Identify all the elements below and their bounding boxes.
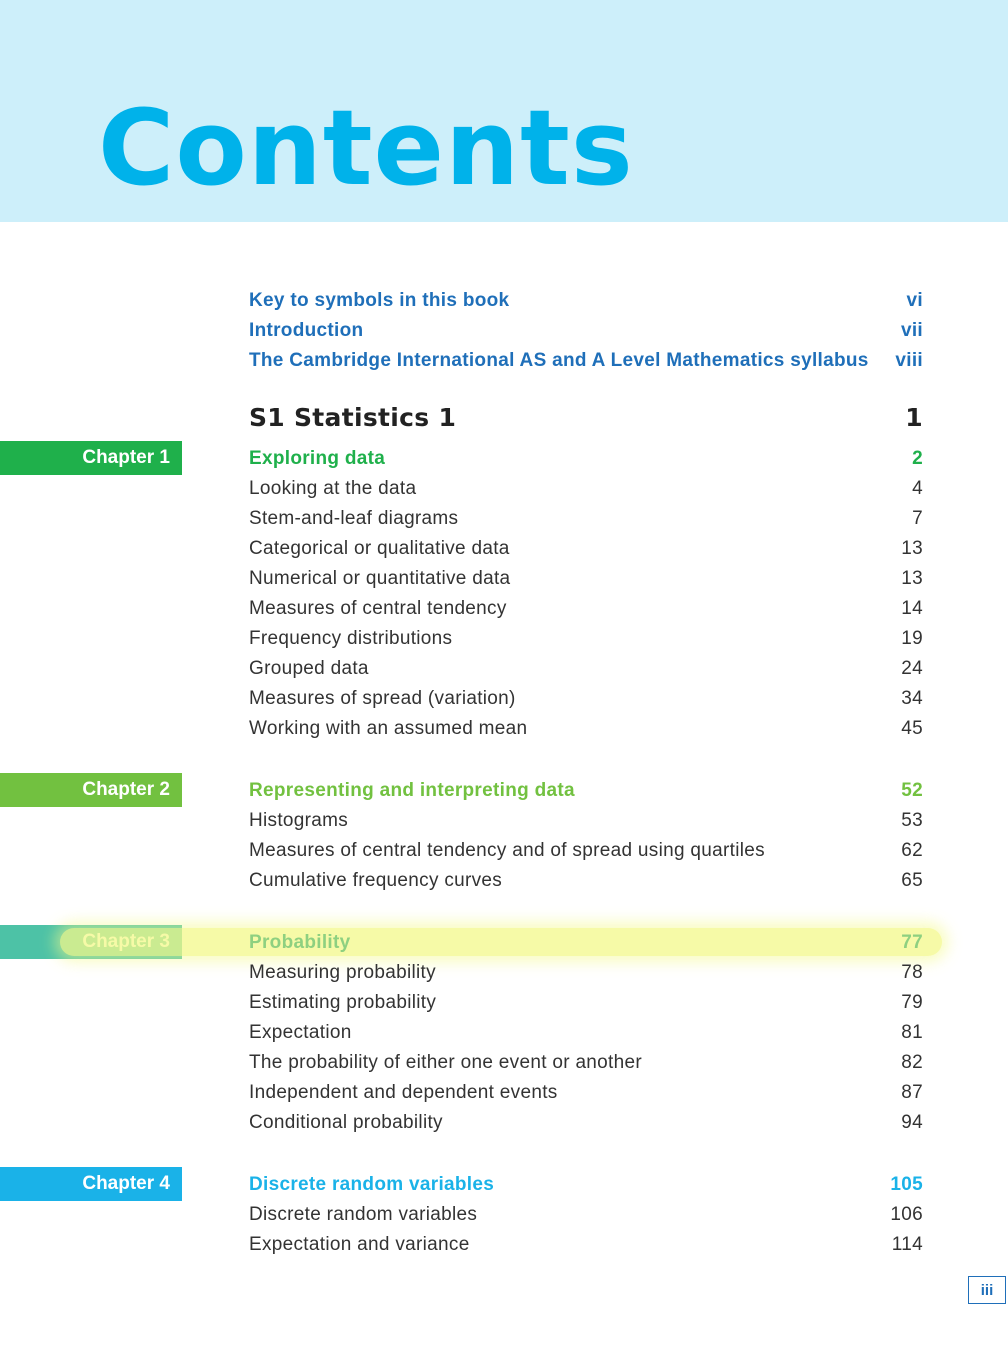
chapter-title-4[interactable] [249,1170,923,1200]
toc-entry-label: The Cambridge International AS and A Level Mathematics syllabus [249,350,869,371]
chapter-title-page: 77 [901,932,923,953]
toc-section-label: Discrete random variables [249,1204,478,1225]
chapter-tab-4: Chapter 4 [0,1167,182,1201]
chapter-tab-1: Chapter 1 [0,441,182,475]
toc-section-page: 7 [912,508,923,529]
toc-section[interactable] [249,504,923,534]
chapter-title-3[interactable] [249,928,923,958]
toc-section-label: Conditional probability [249,1112,443,1133]
toc-section[interactable] [249,836,923,866]
toc-section-label: Measures of central tendency and of spread using quartiles [249,840,765,861]
toc-section-page: 19 [901,628,923,649]
toc-section[interactable] [249,1108,923,1138]
toc-entry-page: vi [906,290,923,311]
toc-section-page: 62 [901,840,923,861]
toc-section-label: Expectation and variance [249,1234,470,1255]
toc-section-label: Numerical or quantitative data [249,568,511,589]
toc-section-label: The probability of either one event or another [249,1052,642,1073]
toc-section-page: 78 [901,962,923,983]
toc-section-label: Histograms [249,810,349,831]
toc-section-label: Estimating probability [249,992,437,1013]
toc-section-label: Stem-and-leaf diagrams [249,508,459,529]
toc-section-page: 106 [890,1204,923,1225]
toc-section[interactable] [249,988,923,1018]
toc-entry-syllabus[interactable] [249,346,923,376]
toc-section[interactable] [249,866,923,896]
toc-entry-page: vii [900,320,923,341]
toc-section[interactable] [249,806,923,836]
chapter-tab-2: Chapter 2 [0,773,182,807]
toc-entry-page: viii [895,350,923,371]
page-number: iii [968,1276,1006,1304]
toc-section-label: Measures of central tendency [249,598,507,619]
toc-entry-introduction[interactable] [249,316,923,346]
toc-section-label: Cumulative frequency curves [249,870,503,891]
toc-section-page: 4 [912,478,923,499]
chapter-title-label: Exploring data [249,448,386,469]
toc-section-page: 45 [901,718,923,739]
toc-section-page: 79 [901,992,923,1013]
toc-section-label: Categorical or qualitative data [249,538,510,559]
toc-section-page: 14 [901,598,923,619]
chapter-title-page: 2 [912,448,923,469]
chapter-title-label: Probability [249,932,351,953]
chapter-title-label: Discrete random variables [249,1174,495,1195]
toc-section-label: Looking at the data [249,478,417,499]
toc-section-page: 13 [901,568,923,589]
toc-section[interactable] [249,474,923,504]
toc-section-page: 24 [901,658,923,679]
toc-section[interactable] [249,714,923,744]
toc-section-page: 65 [901,870,923,891]
chapter-title-page: 52 [901,780,923,801]
chapter-title-page: 105 [890,1174,923,1195]
toc-section-label: Grouped data [249,658,369,679]
toc-section-page: 87 [901,1082,923,1103]
toc-section-label: Frequency distributions [249,628,453,649]
toc-section-page: 82 [901,1052,923,1073]
toc-section[interactable] [249,594,923,624]
toc-section-label: Expectation [249,1022,352,1043]
toc-entry-label: Introduction [249,320,364,341]
toc-section[interactable] [249,684,923,714]
toc-section-page: 94 [901,1112,923,1133]
toc-section[interactable] [249,1018,923,1048]
toc-section[interactable] [249,624,923,654]
toc-entry-label: Key to symbols in this book [249,290,510,311]
part-heading-label: S1 Statistics 1 [249,402,457,432]
toc-section[interactable] [249,1048,923,1078]
toc-section-label: Measuring probability [249,962,436,983]
toc-section-label: Working with an assumed mean [249,718,528,739]
part-heading[interactable] [249,399,923,435]
toc-section-page: 114 [891,1234,923,1255]
toc-section-label: Independent and dependent events [249,1082,558,1103]
toc-section-page: 53 [901,810,923,831]
toc-section-page: 81 [901,1022,923,1043]
toc-section-page: 34 [901,688,923,709]
toc-entry-key-to-symbols[interactable] [249,286,923,316]
part-heading-page: 1 [905,402,923,432]
toc-section[interactable] [249,534,923,564]
chapter-title-1[interactable] [249,444,923,474]
chapter-title-2[interactable] [249,776,923,806]
toc-section[interactable] [249,1200,923,1230]
toc-section-page: 13 [901,538,923,559]
toc-section-label: Measures of spread (variation) [249,688,516,709]
toc-section[interactable] [249,1230,923,1260]
toc-section[interactable] [249,1078,923,1108]
toc-section[interactable] [249,654,923,684]
toc-section[interactable] [249,958,923,988]
page-title: Contents [98,87,634,209]
chapter-title-label: Representing and interpreting data [249,780,575,801]
toc-section[interactable] [249,564,923,594]
